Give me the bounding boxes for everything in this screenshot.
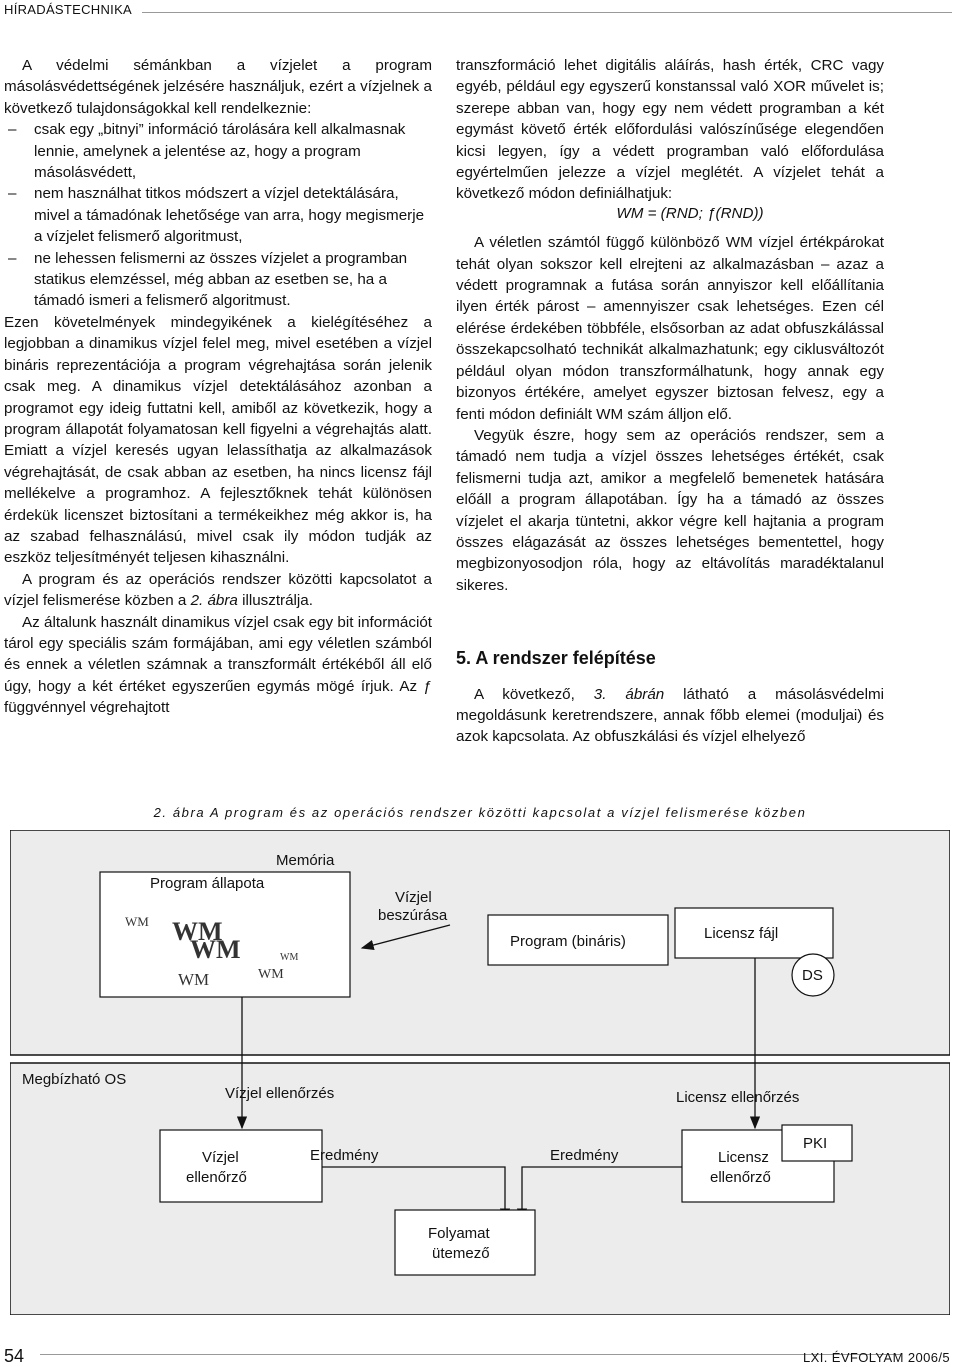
volume-label: LXI. ÉVFOLYAM 2006/5 [803,1350,950,1365]
wm-mark: WM [172,917,223,946]
list-dash: – [8,249,17,267]
watermark-check-label: Vízjel ellenőrzés [225,1085,335,1102]
footer-rule [40,1354,900,1355]
result-label: Eredmény [550,1147,619,1164]
wm-mark: WM [190,935,241,964]
list-item [4,119,432,183]
paragraph [456,684,884,748]
pki-label: PKI [803,1135,828,1152]
watermark-checker-box [160,1130,322,1202]
paragraph [4,569,432,612]
figure-diagram [10,830,950,1315]
running-header: HÍRADÁSTECHNIKA [4,2,133,17]
program-binary-label: Program (bináris) [510,933,626,950]
section-title: 5. A rendszer felépítése [456,648,656,669]
list-item [4,248,432,312]
list-item-text: ne lehessen felismerni az összes vízjelet a programban statikus elemzéssel, még abban az esetben se, ha a támadó ismeri a felismerő algoritmust. [34,249,408,310]
list-item-text: nem használhat titkos módszert a vízjel detektálására, mivel a támadónak lehetősége van arra, hogy megismerje a vízjelet felismerő algoritmust, [34,185,425,246]
watermark-checker-label: ellenőrző [186,1169,247,1186]
paragraph-text: A következő, [474,685,594,703]
page-number: 54 [4,1346,25,1366]
paragraph-text: illusztrálja. [237,592,313,610]
license-checker-label: Licensz [718,1149,769,1166]
paragraph: transzformáció lehet digitális aláírás, hash érték, CRC vagy egyéb, például egy egyszerű konstanssal való XOR művelet is; szerepe abban van, hogy egy nem védett programban a két egymást követő érték előfordulási valószínűsége elegendően kicsi legyen, így a védett programban való előfordulása egyértelműen jelezze a vízjel meglétét. A vízjelet tehát a következő módon definiálhatjuk: [456,57,884,203]
figure-caption: 2. ábra A program és az operációs rendszer közötti kapcsolat a vízjel felismerése közben [153,805,807,820]
list-item-text: csak egy „bitnyi” információ tárolására kell alkalmasnak lennie, amelynek a jelentése az, hogy a program másolásvédett, [34,121,406,182]
result-label: Eredmény [310,1147,379,1164]
figure-reference: 3. ábrán [593,685,665,703]
left-column [4,55,432,719]
watermark-insert-label: beszúrása [378,907,448,924]
program-state-label: Program állapota [150,875,265,892]
header-rule [142,12,952,13]
watermark-checker-label: Vízjel [202,1149,239,1166]
process-scheduler-label: Folyamat [428,1225,490,1242]
license-check-label: Licensz ellenőrzés [676,1089,800,1106]
paragraph: A védelmi sémánkban a vízjelet a program másolásvédettségének jelzésére használjuk, ezért a vízjelnek a következő tulajdonságokkal kell rendelkeznie: [4,57,432,117]
wm-mark: WM [258,967,284,982]
paragraph: A véletlen számtól függő különböző WM vízjel értékpárokat tehát olyan sokszor kell elrejteni az alkalmazásban – azaz a védett programnak a futása során annyiszor kell előállítania ilyen érték párost – amennyiszer csak lehetséges. Ezen cél elérése érdekében többféle, elsősorban az adat obfuszkálással összekapcsolható technikát alkalmazhatunk; egy ciklusváltozót például olyan módon transzformálhatunk, hogy annak egy bizonyos értékére, amelyet egyszer biztosan felvesz, egy a fenti módon definiált WM szám álljon elő. [456,234,884,423]
list-dash: – [8,185,17,203]
process-scheduler-box [395,1210,535,1275]
formula: WM = (RND; ƒ(RND)) [616,204,764,222]
list-dash: – [8,121,17,139]
wm-mark: WM [125,914,149,929]
paragraph: Az általunk használt dinamikus vízjel csak egy bit információt tárol egy speciális szám formájában, ami egy véletlen számból és ennek a véletlen számnak a transzformált értékéből áll elő úgy, hogy a két értéket egyszerűen egymás mögé írjuk. Az ƒ függvénnyel végrehajtott [4,613,432,717]
paragraph-text: A program és az operációs rendszer közötti kapcsolatot a vízjel felismerése közben a [4,570,432,610]
right-column [456,55,884,748]
license-file-label: Licensz fájl [704,925,779,942]
wm-mark: WM [178,970,210,989]
process-scheduler-label: ütemező [432,1245,490,1262]
wm-mark: WM [280,952,299,963]
list-item [4,183,432,247]
figure-reference: 2. ábra [190,592,238,610]
trusted-os-label: Megbízható OS [22,1071,127,1088]
memory-label: Memória [276,852,335,869]
paragraph-text: látható a másolásvédelmi megoldásunk keretrendszere, annak főbb elemei (moduljai) és azok kapcsolata. Az obfuszkálási és vízjel elhelyező [456,685,884,746]
watermark-insert-label: Vízjel [395,889,432,906]
paragraph: Ezen követelmények mindegyikének a kielégítéséhez a legjobban a dinamikus vízjel felel meg, mivel esetében a vízjel bináris reprezentációja a program végrehajtása során jelenik csak meg. A dinamikus vízjel detektálásához azonban a programot egy ideig futtatni kell, amiből az következik, hogy a program állapotát folyamatosan kell figyelni a végrehajtás alatt. Emiatt a vízjel keresés ugyan lelassíthatja az alkalmazások végrehajtását, de csak abban az esetben, ha nincs licensz fájl mellékelve a programhoz. A fejlesztőknek tehát különösen érdekük licenszet biztosítani a termékeikhez még akkor is, ha az szabad felhasználású, mivel csak ily módon tudják az eszköz teljesítményét teljesen kihasználni. [4,313,432,567]
license-checker-label: ellenőrző [710,1169,771,1186]
ds-label: DS [802,967,823,984]
paragraph: Vegyük észre, hogy sem az operációs rendszer, sem a támadó nem tudja a vízjel összes lehetséges értékét, csak felismerni tudja azt, amikor a megfelelő bemenetek hatására előáll a program állapotában. Így ha a támadó az összes vízjelet el akarja tüntetni, akkor végre kell hajtania a program összes elágazását az összes lehetséges bementettel, hogy megbizonyosodjon róla, hogy az eltávolítás maradéktalanul sikeres. [456,426,884,594]
